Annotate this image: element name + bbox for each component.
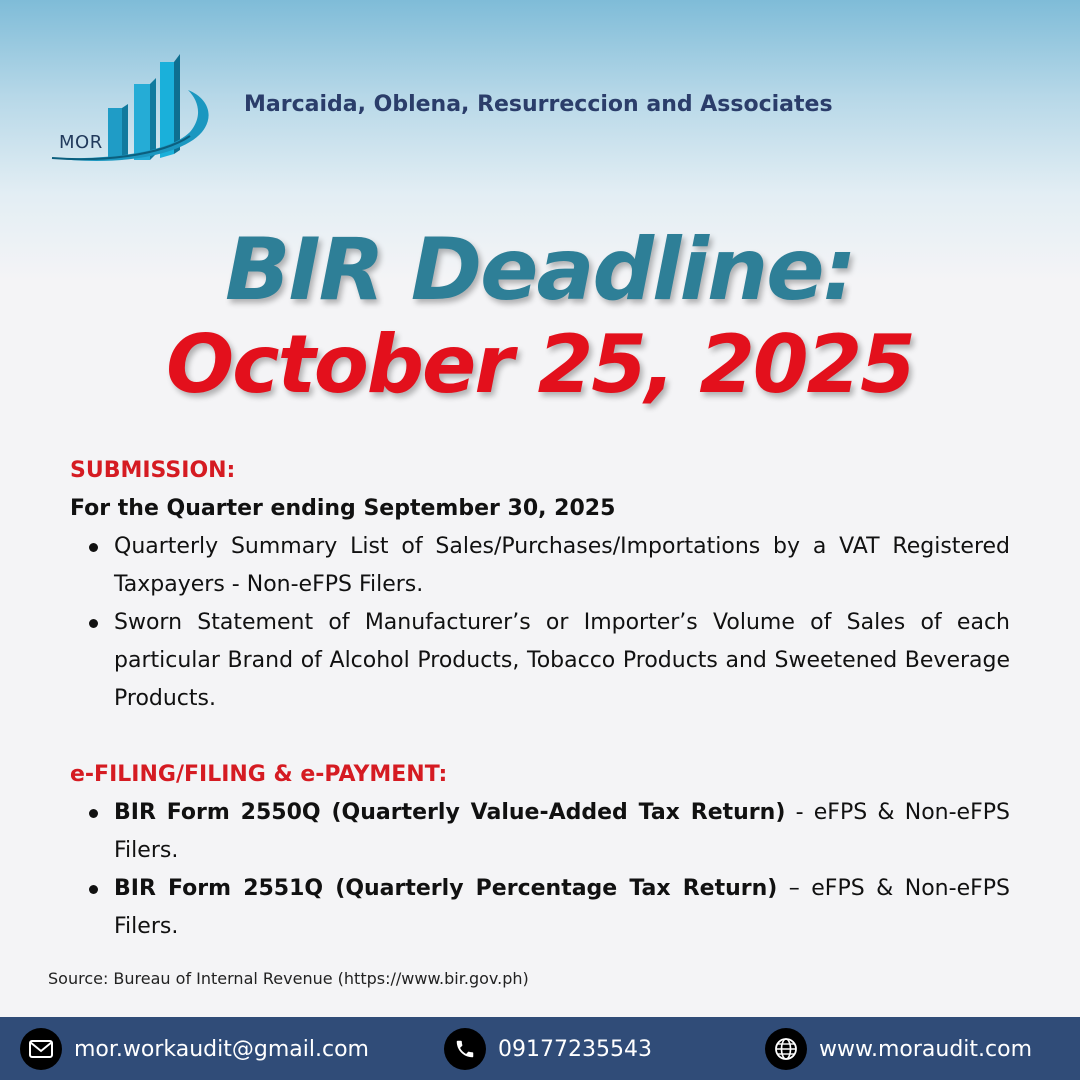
spacer <box>70 718 1010 756</box>
firm-name: Marcaida, Oblena, Resurreccion and Associates <box>244 92 833 117</box>
submission-title: SUBMISSION: <box>70 458 236 483</box>
list-item: Sworn Statement of Manufacturer’s or Importer’s Volume of Sales of each particular Brand of Alcohol Products, Tobacco Products and Sweetened Beverage Products. <box>70 604 1010 718</box>
list-item <box>70 870 1010 946</box>
phone-text: 09177235543 <box>498 1036 652 1062</box>
web-text: www.moraudit.com <box>819 1036 1032 1062</box>
phone-icon <box>444 1028 486 1070</box>
phone-contact[interactable] <box>444 1028 652 1070</box>
header <box>0 0 1080 200</box>
web-contact[interactable] <box>765 1028 1032 1070</box>
email-text: mor.workaudit@gmail.com <box>74 1036 369 1062</box>
globe-icon <box>765 1028 807 1070</box>
filer-note: - eFPS & Non-eFPS Filers. <box>114 800 1010 863</box>
submission-list <box>70 528 1010 718</box>
headline-date: October 25, 2025 <box>166 318 914 411</box>
envelope-icon <box>20 1028 62 1070</box>
headline-title: BIR Deadline: <box>225 220 855 320</box>
content <box>70 452 1010 946</box>
logo-text: MOR <box>59 132 103 153</box>
submission-subhead: For the Quarter ending September 30, 2025 <box>70 496 616 521</box>
email-contact[interactable] <box>20 1028 369 1070</box>
list-item: Quarterly Summary List of Sales/Purchases/Importations by a VAT Registered Taxpayers - Non-eFPS Filers. <box>70 528 1010 604</box>
form-name: BIR Form 2551Q (Quarterly Percentage Tax Return) <box>114 876 778 901</box>
mor-logo <box>50 50 215 165</box>
efiling-list <box>70 794 1010 946</box>
efiling-title: e-FILING/FILING & e-PAYMENT: <box>70 762 448 787</box>
form-name: BIR Form 2550Q (Quarterly Value-Added Tax Return) <box>114 800 786 825</box>
list-item <box>70 794 1010 870</box>
footer <box>0 1017 1080 1080</box>
filer-note: – eFPS & Non-eFPS Filers. <box>114 876 1010 939</box>
source-note: Source: Bureau of Internal Revenue (https://www.bir.gov.ph) <box>48 969 529 988</box>
